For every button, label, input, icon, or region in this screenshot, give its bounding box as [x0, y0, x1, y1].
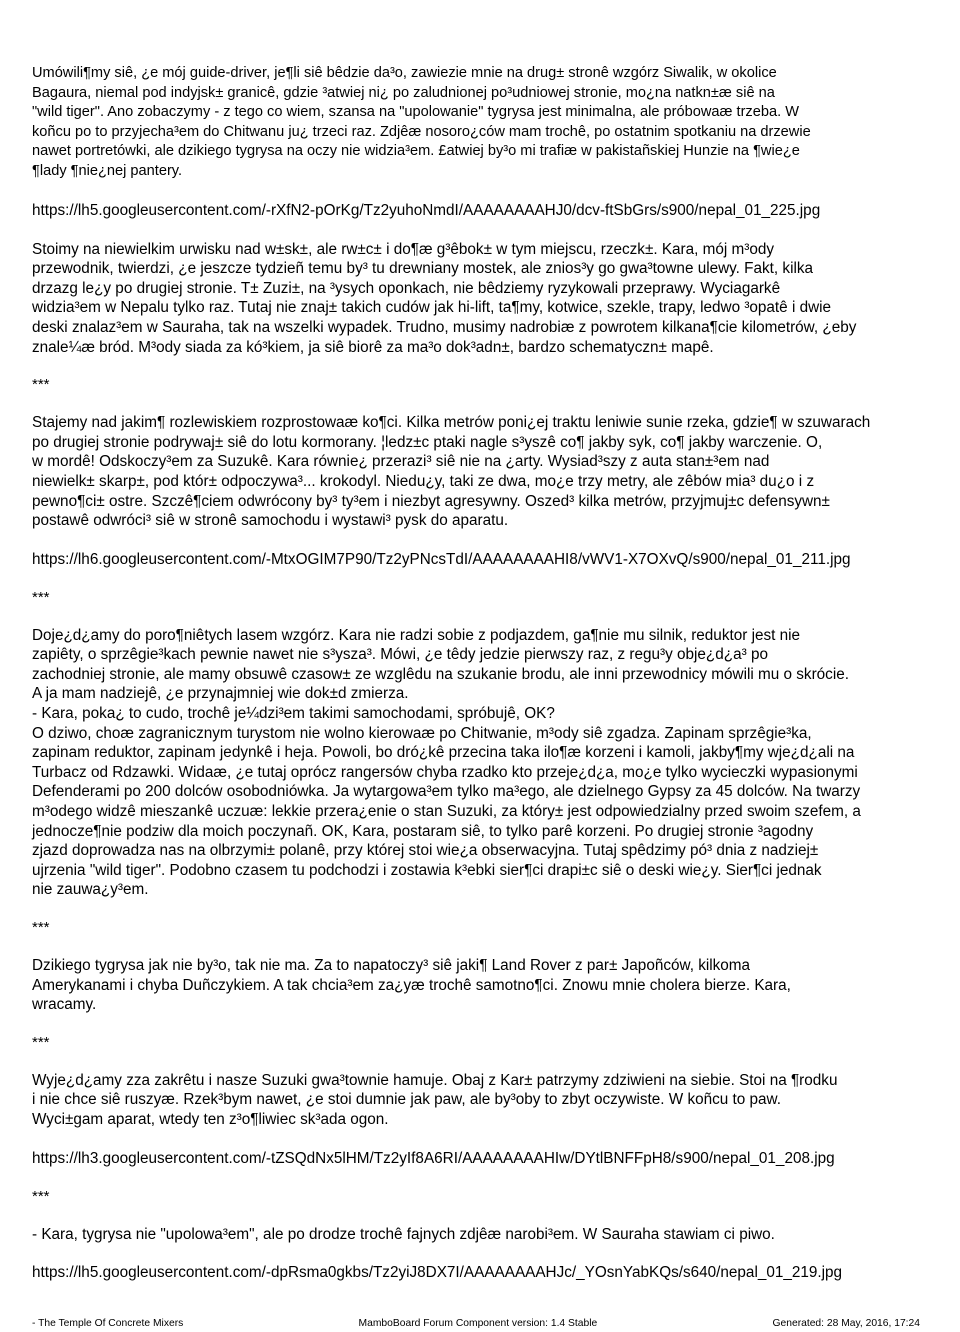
- paragraph-line: Stajemy nad jakim¶ rozlewiskiem rozprostowaæ ko¶ci. Kilka metrów poni¿ej traktu leniwie sunie rzeka, gdzie¶ w szuwarach: [32, 414, 871, 432]
- paragraph-line: Stoimy na niewielkim urwisku nad w±sk±, ale rw±c± i do¶æ g³êbok± w tym miejscu, rzeczk±. Kara, mój m³ody: [32, 240, 775, 258]
- paragraph-line: niewielk± skarp±, pod któr± odpoczywa³... krokodyl. Niedu¿y, taki ze dwa, mo¿e trzy metry, ale zêbów mia³ du¿o i z: [32, 472, 815, 490]
- image-url-text: https://lh5.googleusercontent.com/-dpRsma0gkbs/Tz2yiJ8DX7I/AAAAAAAAHJc/_YOsnYabKQs/s640/nepal_01_219.jpg: [32, 1264, 843, 1282]
- paragraph-line: przewodnik, twierdzi, ¿e jeszcze tydzieñ temu by³ tu drewniany mostek, ale znios³y go gwa³towne ulewy. Fakt, kilka: [32, 260, 814, 278]
- paragraph-line: koñcu po to przyjecha³em do Chitwanu ju¿ trzeci raz. Zdjêæ nosoro¿ców mam trochê, po ostatnim spotkaniu na drzewie: [32, 123, 811, 140]
- image-url-text: https://lh3.googleusercontent.com/-tZSQdNx5lHM/Tz2yIf8A6RI/AAAAAAAAHIw/DYtlBNFFpH8/s900/nepal_01_208.jpg: [32, 1149, 835, 1167]
- paragraph-line: i nie chce siê ruszyæ. Rzek³bym nawet, ¿e stoi dumnie jak paw, ale by³oby to zbyt oczywiste. W koñcu to paw.: [32, 1091, 782, 1109]
- forum-post-body: [32, 64, 932, 1283]
- paragraph-line: Defenderami po 200 dolców osobodniówka. Ja wytargowa³em tylko ma³ego, ale dzielnego Gypsy za 45 dolców. Na twarzy: [32, 783, 861, 801]
- paragraph-line: Amerykanami i chyba Duñczykiem. A tak chcia³em za¿yæ trochê samotno¶ci. Znowu mnie cholera bierze. Kara,: [32, 976, 791, 994]
- section-separator: ***: [32, 376, 50, 394]
- paragraph-line: Wyje¿d¿amy zza zakrêtu i nasze Suzuki gwa³townie hamuje. Obaj z Kar± patrzymy zdziwieni na siebie. Stoi na ¶rodku: [32, 1071, 838, 1089]
- paragraph-line: postawê odwróci³ siê w stronê samochodu i wystawi³ pysk do aparatu.: [32, 512, 509, 530]
- paragraph-line: Umówili¶my siê, ¿e mój guide-driver, je¶li siê bêdzie da³o, zawiezie mnie na drug± stronê wzgórz Siwalik, w okolice: [32, 65, 777, 81]
- post-paragraph: [32, 1071, 932, 1130]
- paragraph-line: A ja mam nadziejê, ¿e przynajmniej wie dok±d zmierza.: [32, 685, 409, 703]
- paragraph-line: zjazd doprowadza nas na olbrzymi± polanê, przy której stoi wie¿a obserwacyjna. Tutaj spêdzimy pó³ dnia z nadziej±: [32, 842, 819, 860]
- paragraph-line: jednocze¶nie podziw dla moich poczynañ. OK, Kara, postaram siê, to tylko parê korzeni. Po drugiej stronie ³agodny: [32, 822, 814, 840]
- paragraph-line: znale¼æ bród. M³ody siada za kó³kiem, ja siê biorê za ma³o dok³adn±, bardzo schematyczn± mapê.: [32, 338, 714, 356]
- paragraph-line: w mordê! Odskoczy³em za Suzukê. Kara równie¿ przerazi³ siê nie na ¿arty. Wysiad³szy z auta stan±³em nad: [32, 453, 770, 471]
- footer-generated-date: Generated: 28 May, 2016, 17:24: [772, 1318, 920, 1329]
- paragraph-line: zapiêty, o sprzêgie³kach pewnie nawet nie s³ysza³. Mówi, ¿e têdy jedzie pierwszy raz, z regu³y obje¿d¿a³ po: [32, 646, 768, 664]
- paragraph-line: O dziwo, choæ zagranicznym turystom nie wolno kierowaæ po Chitwanie, m³ody siê zgadza. Zapinam sprzêgie³ka,: [32, 724, 812, 742]
- paragraph-line: po drugiej stronie podrywaj± siê do lotu kormorany. ¦ledz±c ptaki nagle s³yszê co¶ jakby syk, co¶ jakby warczenie. O,: [32, 433, 823, 451]
- paragraph-line: ¶lady ¶nie¿nej pantery.: [32, 162, 183, 179]
- paragraph-line: m³odego widzê mieszankê uczuæ: lekkie przera¿enie o stan Suzuki, za który± jest odpowiedzialny przed swoim szefem, a: [32, 803, 861, 821]
- paragraph-line: zapinam reduktor, zapinam jedynkê i heja. Powoli, bo dró¿kê przecina taka ilo¶æ korzeni i kamoli, jakby¶my wje¿d¿ali na: [32, 744, 855, 762]
- paragraph-line: widzia³em w Nepalu tylko raz. Tutaj nie znaj± takich cudów jak hi-lift, ta¶my, kotwice, szekle, trapy, ledwo ³opatê i dwie: [32, 299, 832, 317]
- image-url-text: https://lh6.googleusercontent.com/-MtxOGIM7P90/Tz2yPNcsTdI/AAAAAAAAHI8/vWV1-X7OXvQ/s900/nepal_01_211.jpg: [32, 550, 851, 568]
- post-paragraph: [32, 956, 932, 1015]
- section-separator: ***: [32, 919, 50, 936]
- post-paragraph: [32, 240, 932, 358]
- post-paragraph: [32, 626, 932, 900]
- paragraph-line: nawet portretówki, ale dzikiego tygrysa na oczy nie widzia³em. £atwiej by³o mi trafiæ w pakistañskiej Hunzie na ¶wie¿e: [32, 143, 800, 160]
- paragraph-line: drzazg le¿y po drugiej stronie. T± Zuzi±, na ³ysych oponkach, nie bêdziemy ryzykowali przeprawy. Wyciagarkê: [32, 279, 781, 297]
- paragraph-line: pewno¶ci± ostre. Szczê¶ciem odwrócony by³ ty³em i niezbyt agresywny. Oszed³ kilka metrów, przyjmuj±c defensywn±: [32, 492, 830, 510]
- paragraph-line: Turbacz od Rdzawki. Widaæ, ¿e tutaj oprócz rangersów chyba rzadko kto przeje¿d¿a, mo¿e tylko wycieczki wypasionymi: [32, 763, 858, 781]
- section-separator: ***: [32, 1033, 50, 1051]
- paragraph-line: - Kara, tygrysa nie "upolowa³em", ale po drodze trochê fajnych zdjêæ narobi³em. W Sauraha stawiam ci piwo.: [32, 1225, 775, 1243]
- paragraph-line: Bagaura, niemal pod indyjsk± granicê, gdzie ³atwiej ni¿ po zaludnionej po³udniowej stronie, mo¿na natkn±æ siê na: [32, 84, 775, 101]
- post-paragraph: [32, 1225, 932, 1245]
- footer-component-version: MamboBoard Forum Component version: 1.4 Stable: [358, 1318, 598, 1329]
- paragraph-line: deski znalaz³em w Sauraha, tak na wszelki wypadek. Trudno, musimy nadrobiæ z powrotem kilkana¶cie kilometrów, ¿eby: [32, 318, 857, 336]
- footer-site-name: - The Temple Of Concrete Mixers: [32, 1318, 184, 1329]
- post-paragraph: [32, 413, 932, 531]
- page-footer: [32, 1318, 920, 1332]
- paragraph-line: Dzikiego tygrysa jak nie by³o, tak nie ma. Za to napatoczy³ siê jaki¶ Land Rover z par± Japoñców, kilkoma: [32, 957, 751, 974]
- paragraph-line: ujrzenia "wild tiger". Podobno czasem tu podchodzi i zostawia k³ebki sier¶ci drapi±c siê o deski wie¿y. Sier¶ci jednak: [32, 861, 822, 879]
- paragraph-line: Doje¿d¿amy do poro¶niêtych lasem wzgórz. Kara nie radzi sobie z podjazdem, ga¶nie mu silnik, reduktor jest nie: [32, 626, 801, 644]
- paragraph-line: zachodniej stronie, ale mamy obsuwê czasow± ze wzglêdu na szukanie brodu, ale inni przewodnicy mówili mu o skrócie.: [32, 665, 849, 683]
- paragraph-line: "wild tiger". Ano zobaczymy - z tego co wiem, szansa na "upolowanie" tygrysa jest minimalna, ale próbowaæ trzeba. W: [32, 104, 799, 121]
- section-separator: ***: [32, 1187, 50, 1205]
- paragraph-line: nie zauwa¿y³em.: [32, 881, 149, 899]
- post-paragraph: [32, 64, 932, 182]
- paragraph-line: wracamy.: [32, 996, 97, 1014]
- paragraph-line: Wyci±gam aparat, wtedy ten z³o¶liwiec sk³ada ogon.: [32, 1110, 389, 1128]
- image-url-text: https://lh5.googleusercontent.com/-rXfN2-pOrKg/Tz2yuhoNmdI/AAAAAAAAHJ0/dcv-ftSbGrs/s900/nepal_01_225.jpg: [32, 201, 821, 219]
- paragraph-line: - Kara, poka¿ to cudo, trochê je¼dzi³em takimi samochodami, spróbujê, OK?: [32, 705, 555, 723]
- section-separator: ***: [32, 588, 50, 606]
